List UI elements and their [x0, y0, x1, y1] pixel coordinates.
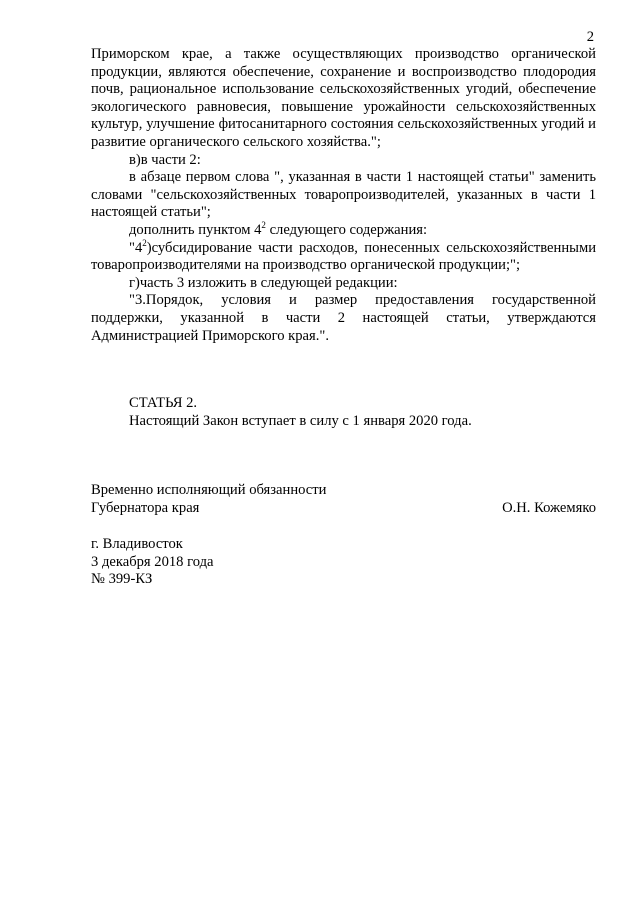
signatory-row: [91, 500, 596, 518]
article-2: [129, 395, 472, 430]
law-amendment-text: [91, 46, 596, 345]
point-superscript: 2: [142, 237, 147, 248]
paragraph-replace-words: в абзаце первом слова ", указанная в части 1 настоящей статьи" заменить словами "сельскохозяйственных товаропроизводителей, указанных в части 1 настоящей статьи";: [91, 169, 596, 221]
paragraph-item-v: в)в части 2:: [129, 151, 201, 168]
law-number: № 399-КЗ: [91, 571, 153, 588]
page-number: 2: [586, 29, 594, 45]
add-point-superscript: 2: [261, 219, 266, 230]
paragraph-add-point: [91, 219, 596, 240]
date: 3 декабря 2018 года: [91, 553, 214, 570]
article-heading: СТАТЬЯ 2.: [129, 395, 198, 411]
signature-block: [91, 482, 596, 517]
signatory-title-line1: Временно исполняющий обязанности: [91, 482, 327, 498]
paragraph-item-g: г)часть 3 изложить в следующей редакции:: [129, 274, 398, 291]
point-text-a: "4: [129, 239, 143, 256]
place-date-number: [91, 536, 214, 589]
signatory-title-line2: Губернатора края: [91, 499, 200, 516]
article-text: Настоящий Закон вступает в силу с 1 января 2020 года.: [129, 412, 472, 429]
paragraph-part-3: "3.Порядок, условия и размер предоставления государственной поддержки, указанной в части 2 настоящей статьи, утверждаются Администрацией Приморского края.".: [91, 292, 596, 344]
add-point-text-b: следующего содержания:: [265, 221, 428, 238]
city: г. Владивосток: [91, 536, 183, 552]
add-point-text-a: дополнить пунктом 4: [129, 221, 262, 238]
signatory-name: О.Н. Кожемяко: [502, 499, 596, 516]
paragraph-continuation: Приморском крае, а также осуществляющих производство органической продукции, являются обеспечение, сохранение и воспроизводство плодородия почв, рациональное использование сельскохозяйственных угодий, обеспечение экологического равновесия, повышение урожайности сельскохозяйственных культур, улучшение фитосанитарного состояния сельскохозяйственных угодий и развитие органического сельского хозяйства.";: [91, 46, 596, 150]
point-text-b: )субсидирование части расходов, понесенных сельскохозяйственными товаропроизводителями на производство органической продукции;";: [91, 239, 596, 274]
paragraph-point-4-2: [91, 237, 596, 275]
